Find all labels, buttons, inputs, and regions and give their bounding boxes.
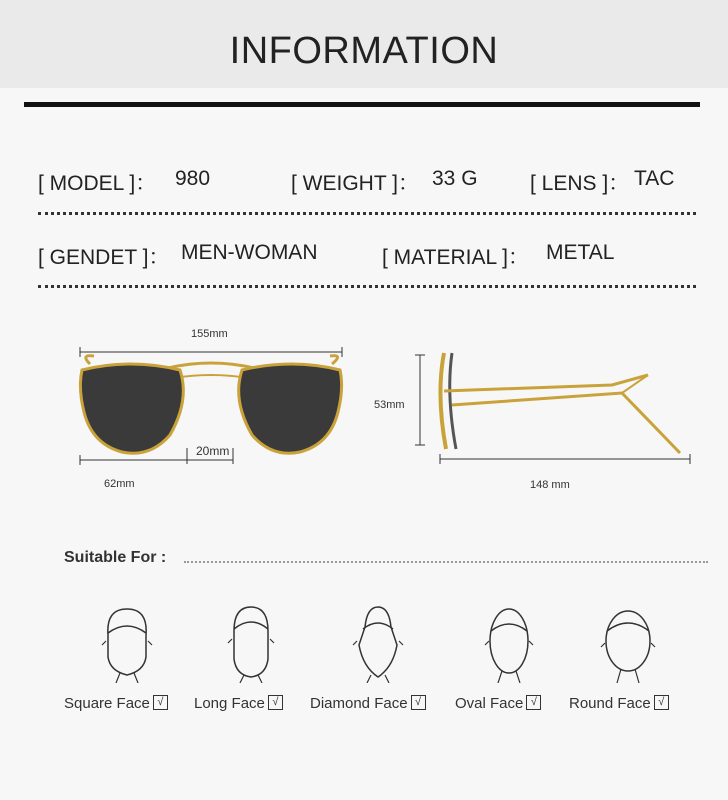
dotted-divider	[38, 285, 696, 288]
header-divider	[24, 102, 700, 107]
face-label-text: Square Face	[64, 695, 150, 712]
gender-value: MEN-WOMAN	[181, 241, 318, 264]
square-face-icon	[96, 605, 158, 683]
face-label-oval	[455, 695, 541, 712]
suitable-for-label: Suitable For :	[64, 549, 167, 566]
page-title: INFORMATION	[229, 30, 499, 72]
face-label-text: Oval Face	[455, 695, 524, 712]
header-band	[0, 0, 728, 88]
lens-width-label: 62mm	[104, 478, 135, 490]
bridge-label: 20mm	[196, 444, 230, 458]
dotted-divider	[38, 212, 696, 215]
dotted-divider	[184, 561, 708, 563]
long-face-icon	[220, 605, 282, 683]
face-label-square	[64, 695, 168, 712]
glasses-side-view	[412, 345, 702, 470]
face-label-diamond	[310, 695, 426, 712]
round-face-icon	[597, 605, 659, 683]
lens-height-label: 53mm	[374, 399, 405, 411]
model-label: [ MODEL ]：	[38, 172, 157, 195]
model-value: 980	[175, 167, 211, 190]
face-label-round	[569, 695, 669, 712]
temple-length-label: 148 mm	[530, 479, 570, 491]
material-value: METAL	[546, 241, 615, 264]
checkbox-icon: √	[411, 695, 426, 710]
material-label: [ MATERIAL ]：	[382, 246, 530, 269]
checkbox-icon: √	[526, 695, 541, 710]
total-width-label: 155mm	[191, 328, 228, 340]
face-label-text: Long Face	[194, 695, 265, 712]
lens-label: [ LENS ]：	[530, 172, 630, 195]
checkbox-icon: √	[654, 695, 669, 710]
glasses-front-view	[70, 340, 360, 480]
face-label-text: Round Face	[569, 695, 651, 712]
checkbox-icon: √	[268, 695, 283, 710]
diamond-face-icon	[347, 605, 409, 683]
face-label-text: Diamond Face	[310, 695, 408, 712]
oval-face-icon	[478, 605, 540, 683]
weight-value: 33 G	[432, 167, 478, 190]
checkbox-icon: √	[153, 695, 168, 710]
face-label-long	[194, 695, 283, 712]
lens-value: TAC	[634, 167, 675, 190]
weight-label: [ WEIGHT ]：	[291, 172, 419, 195]
gender-label: [ GENDET ]：	[38, 246, 170, 269]
